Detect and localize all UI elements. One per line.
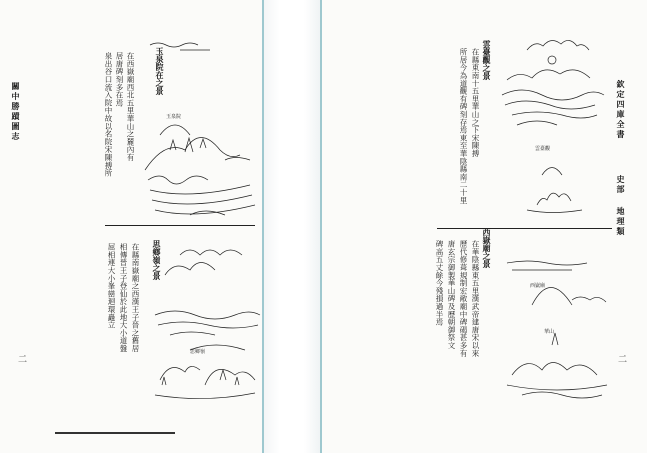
right-top-illustration [497, 40, 607, 220]
right-bottom-entry-line-4: 碑高五丈餘今殘損過半焉 [435, 240, 444, 326]
right-top-label: 雲臺觀 [535, 146, 551, 152]
right-page [322, 0, 647, 453]
right-bottom-illustration [502, 245, 612, 415]
right-margin-sub: 地理類 [616, 207, 626, 237]
left-bottom-rule [55, 432, 175, 434]
right-top-entry-title: 雲臺觀之景 [482, 40, 492, 80]
right-margin-title: 欽定四庫全書 [616, 80, 626, 140]
left-top-entry-line-2: 泉出谷口流入院中故以名院宋陳搏所 [104, 52, 113, 177]
left-top-label: 玉泉院 [166, 114, 182, 120]
left-page [0, 0, 262, 453]
right-bottom-entry-line-3: 唐玄宗御製華山碑及歷朝御祭文 [447, 240, 456, 350]
right-bottom-entry-title: 西嶽廟之景 [482, 228, 492, 268]
left-top-illustration [140, 40, 260, 220]
left-top-entry-title: 玉泉院在之景 [155, 47, 165, 95]
right-bottom-entry-line-1: 在華陰縣東五里漢武帝建唐宋以來 [471, 240, 480, 357]
left-bottom-entry-line-1: 在縣南嶽廟之西漢王子晉之舊居 [131, 243, 140, 353]
right-bottom-entry-line-2: 歷代修葺規制宏敞廟中碑碣甚多有 [459, 240, 468, 357]
left-top-entry-line-3: 居唐碑刻多在焉 [115, 52, 124, 107]
right-bottom-label-1: 西嶽廟 [530, 283, 546, 289]
right-margin-section: 史部 [616, 175, 626, 195]
left-bottom-entry-line-2: 相傳晉王子登仙於此地大小道盤 [119, 243, 128, 353]
gutter-edge-left [262, 0, 264, 453]
left-bottom-entry-title: 思鄉嶺之景 [152, 240, 162, 280]
book-gutter [262, 0, 322, 453]
right-top-entry-line-2: 所居今為道觀有碑刻存焉東至華陰縣南二十里 [459, 48, 468, 204]
left-divider [105, 225, 255, 226]
left-top-entry-line-1: 在西嶽廟西北五里華山之麓內有 [126, 52, 135, 162]
right-bottom-label-2: 華山 [544, 329, 555, 335]
right-margin-glyph: 二 [618, 355, 628, 365]
left-margin-glyph: 二 [18, 355, 28, 365]
right-top-entry-line-1: 在縣東南十五里華山之下宋陳搏 [471, 48, 480, 158]
left-margin-title: 關中勝蹟圖志 [11, 82, 21, 142]
left-bottom-entry-line-3: 屈相連大小峯巒迴環矗立 [107, 243, 116, 329]
left-bottom-illustration [150, 235, 260, 410]
right-divider [437, 228, 612, 229]
left-bottom-label: 思鄉嶺 [190, 349, 206, 355]
